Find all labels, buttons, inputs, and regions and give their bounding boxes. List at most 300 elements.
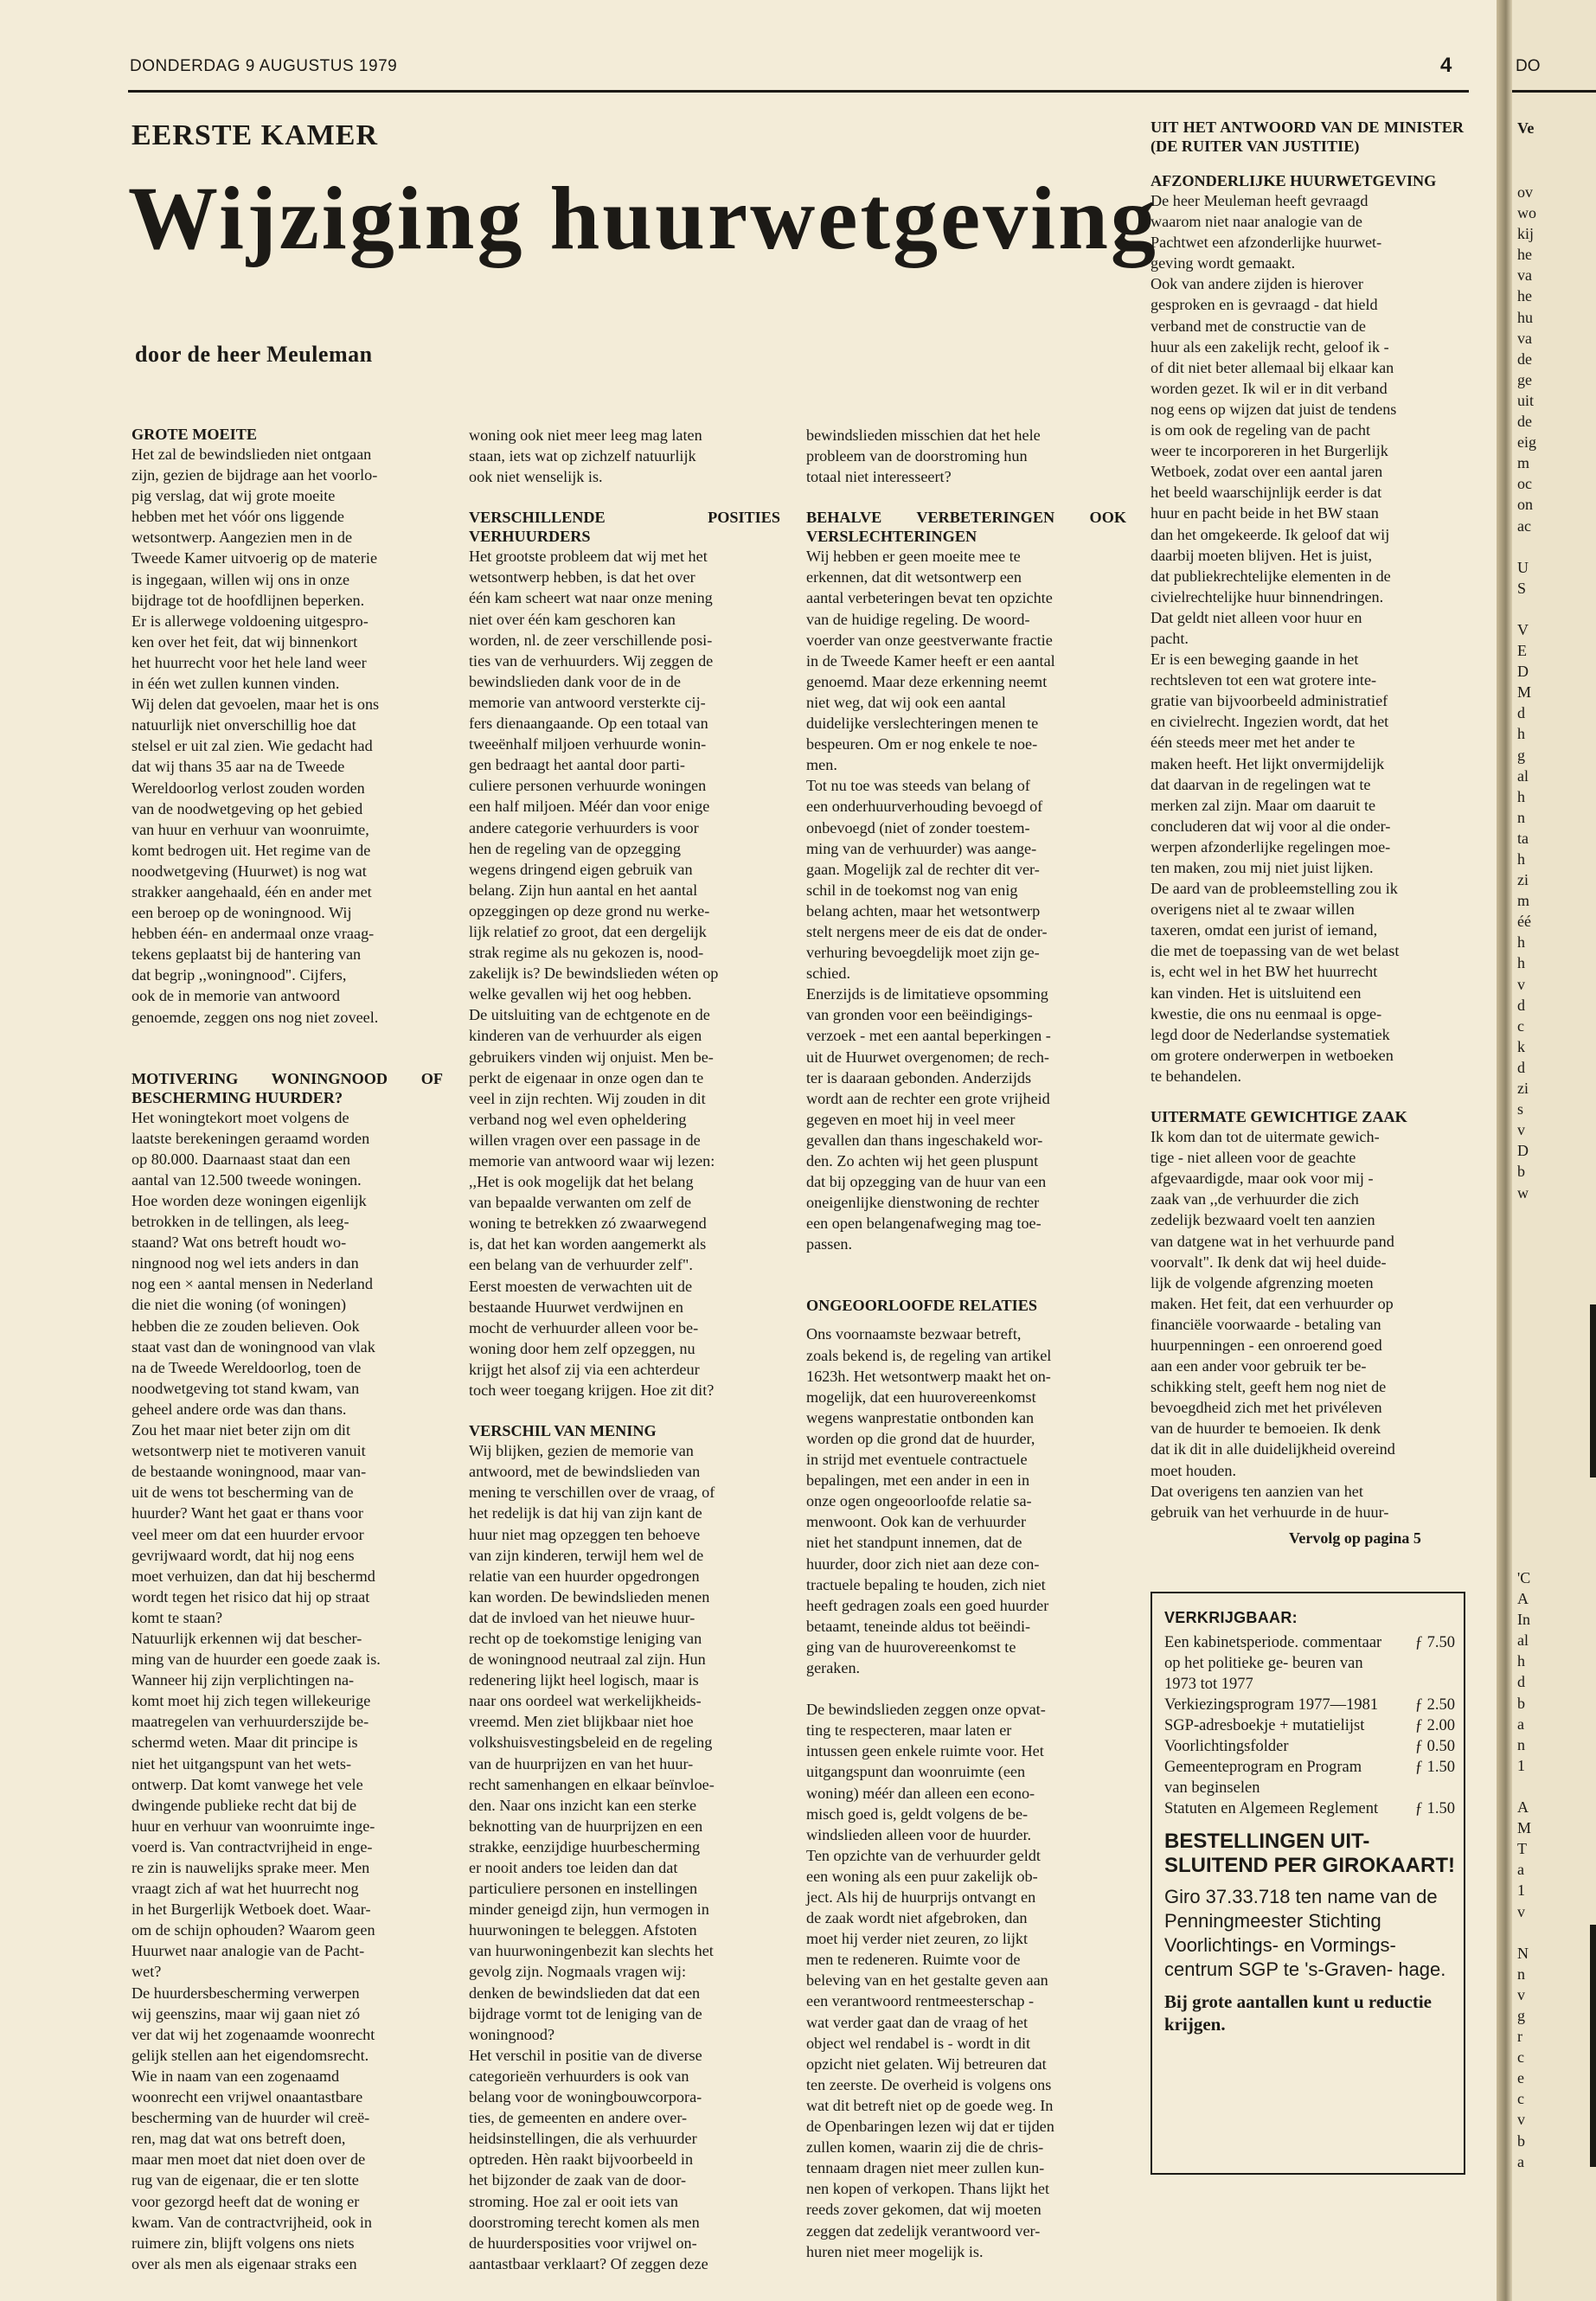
subheading-relaties: ONGEOORLOOFDE RELATIES [806, 1297, 1037, 1315]
lines-afzonderlijke [1151, 190, 1464, 1086]
text-line: men. [806, 756, 837, 774]
price-item-label: Statuten en Algemeen Reglement [1164, 1800, 1379, 1817]
text-line: ontwerp. Dat komt vanwege het vele [131, 1775, 363, 1793]
text-line: éé [1517, 913, 1531, 931]
text-line: moet hij verder niet zeuren, zo lijkt [806, 1930, 1029, 1948]
text-line: andere categorie verhuurders is voor [469, 818, 699, 836]
text-line: de [1517, 349, 1532, 368]
text-line [1517, 1776, 1531, 1797]
text-line: g [1517, 746, 1525, 764]
text-line: v [1517, 1902, 1525, 1920]
text-line: men te redeneren. Ruimte voor de [806, 1951, 1021, 1969]
text-line: wij geenszins, maar wij gaan niet zó [131, 2004, 361, 2022]
text-line: ken over het feit, dat wij binnenkort [131, 632, 358, 651]
text-line: de huurdersposities voor vrijwel on- [469, 2234, 697, 2252]
text-line: niet het standpunt innemen, dat de [806, 1534, 1022, 1552]
text-line: uit de wens tot bescherming van de [131, 1484, 354, 1502]
text-line: doorstroming terecht komen als men [469, 2213, 700, 2231]
price-item [1164, 1695, 1455, 1715]
text-line: c [1517, 2048, 1524, 2067]
lines-verschil [469, 1440, 780, 2274]
text-line: moet verhuizen, dan dat hij beschermd [131, 1567, 375, 1585]
text-line: van huurwoningenbezit kan slechts het [469, 1942, 714, 1960]
text-line: wo [1517, 204, 1536, 222]
text-line: krijgt het alsof zij via een achterdeur [469, 1360, 700, 1378]
text-line: categorieën verhuurders is ook van [469, 2067, 689, 2085]
text-line: heeft gedragen zoals een goed huurder [806, 1596, 1049, 1614]
text-line: het redelijk is dat hij van zijn kant de [469, 1504, 702, 1522]
text-line: tennaam dragen niet meer zullen kun- [806, 2159, 1045, 2177]
text-line: minder geneigd zijn, hun vermogen in [469, 1900, 709, 1919]
text-line: naar ons oordeel wat werkelijkheids- [469, 1692, 702, 1710]
text-line: stelt nergens meer de eis dat de onder- [806, 922, 1048, 940]
text-line: ren, mag dat wat ons betreft doen, [131, 2130, 346, 2148]
text-line: zullen komen, waarin zij die de chris- [806, 2138, 1044, 2157]
text-line: woning ook niet meer leeg mag laten [469, 426, 702, 444]
text-line: N [1517, 1944, 1529, 1962]
text-line: Enerzijds is de limitatieve opsomming [806, 985, 1048, 1003]
text-line: A [1517, 1590, 1529, 1608]
text-line: bevoegdheid zich met het privéleven [1151, 1399, 1382, 1417]
text-line: passen. [806, 1235, 853, 1253]
adjacent-page-rule [1512, 90, 1596, 93]
text-line: geving wordt gemaakt. [1151, 254, 1296, 272]
adjacent-page-rule-bar-lower [1590, 1925, 1596, 2167]
text-line: verband met de constructie van de [1151, 317, 1366, 335]
text-line: ting te respecteren, maar laten er [806, 1721, 1012, 1740]
text-line: fers dienaangaande. Op een totaal van [469, 715, 708, 733]
text-line: in het Burgerlijk Wetboek doet. Waar- [131, 1900, 371, 1919]
text-line: object wel rendabel is - wordt in dit [806, 2034, 1031, 2052]
text-line: zeggen dat zedelijk verantwoord ver- [806, 2221, 1041, 2240]
text-line: zi [1517, 871, 1529, 889]
lines-behalve [806, 546, 1126, 1254]
price-item-value: ƒ 1.50 [1414, 1759, 1455, 1776]
text-line: h [1517, 725, 1525, 743]
text-line: een belang van de verhuurder zelf". [469, 1256, 693, 1274]
price-item [1164, 1798, 1455, 1819]
text-line: om grotere onderwerpen in wetboeken [1151, 1046, 1394, 1064]
text-line: huur en pacht beide in het BW staan [1151, 504, 1379, 522]
text-line: mogelijk, dat een huurovereenkomst [806, 1388, 1036, 1406]
text-line: bescherming van de huurder wil creë- [131, 2109, 370, 2127]
text-line: niet weg, dat wij ook een aantal [806, 693, 1006, 711]
text-line: denken de bewindslieden dat dat een [469, 1984, 701, 2002]
text-line: het bijzonder de zaak van de door- [469, 2171, 687, 2189]
subheading-motivering: MOTIVERING WONINGNOOD OF BESCHERMING HUURDER? [131, 1069, 443, 1106]
text-line: gevolg zijn. Nogmaals vragen wij: [469, 1963, 687, 1981]
text-line: dat begrip ,,woningnood". Cijfers, [131, 966, 347, 984]
text-line: De heer Meuleman heeft gevraagd [1151, 192, 1368, 209]
text-line: ook niet wenselijk is. [469, 468, 603, 486]
text-line: merken zal zijn. Maar om daaruit te [1151, 796, 1376, 814]
text-line: kij [1517, 225, 1535, 243]
text-line: U [1517, 558, 1529, 576]
text-line: d [1517, 1058, 1525, 1076]
text-line: va [1517, 329, 1532, 347]
text-line: is, echt wel in het BW het huurrecht [1151, 963, 1378, 981]
text-line: m [1517, 892, 1530, 910]
text-line: daarbij moeten blijven. Het is juist, [1151, 546, 1373, 564]
article-column-2 [469, 425, 780, 2274]
price-item-value: ƒ 0.50 [1414, 1738, 1455, 1755]
text-line: h [1517, 850, 1525, 868]
text-line: ta [1517, 829, 1529, 847]
text-line: wetsontwerp niet te motiveren vanuit [131, 1442, 366, 1460]
text-line: van bepaalde verwanten om zelf de [469, 1194, 692, 1212]
text-line: r [1517, 2028, 1522, 2046]
text-line [1517, 536, 1536, 557]
adjacent-page-lines-lower [1517, 1567, 1531, 2172]
text-line: 'C [1517, 1569, 1531, 1586]
order-box-title: VERKRIJGBAAR: [1164, 1609, 1298, 1626]
lines-col3-intro [806, 425, 1126, 487]
text-line: s [1517, 1100, 1524, 1118]
text-line: tweeënhalf miljoen verhuurde wonin- [469, 735, 707, 753]
text-line: probleem van de doorstroming hun [806, 447, 1028, 465]
text-line: Ook van andere zijden is hierover [1151, 275, 1363, 293]
text-line: nen kopen of verkopen. Thans lijkt het [806, 2180, 1050, 2198]
text-line: onbevoegd (niet of zonder toestem- [806, 818, 1030, 836]
text-line: noodwetgeving (Huurwet) is nog wat [131, 862, 367, 880]
subheading-afzonderlijke: AFZONDERLIJKE HUURWETGEVING [1151, 172, 1437, 189]
text-line: De uitsluiting van de echtgenote en de [469, 1006, 710, 1024]
text-line: Wanneer hij zijn verplichtingen na- [131, 1671, 355, 1689]
text-line: kan worden. De bewindslieden menen [469, 1587, 710, 1606]
text-line: ging van de huurovereenkomst te [806, 1638, 1016, 1656]
price-item-label: Voorlichtingsfolder [1164, 1738, 1289, 1755]
text-line: kwam. Van de contractvrijheid, ook in [131, 2213, 372, 2231]
text-line: Zou het maar niet beter zijn om dit [131, 1421, 351, 1439]
price-item-value: ƒ 1.50 [1414, 1800, 1455, 1817]
text-line: ject. Als hij de huurprijs ontvangt en [806, 1888, 1036, 1906]
text-line: a [1517, 1861, 1524, 1879]
text-line: huur en verhuur van woonruimte inge- [131, 1817, 375, 1835]
text-line: staand? Wat ons betreft houdt wo- [131, 1234, 347, 1252]
text-line: Dat geldt niet alleen voor huur en [1151, 608, 1362, 626]
text-line: afgevaardigde, maar ook voor mij - [1151, 1170, 1374, 1188]
text-line: Eerst moesten de verwachten uit de [469, 1277, 693, 1295]
adjacent-page-kicker: Ve [1517, 119, 1535, 137]
text-line: ten maken, zou mij niet juist lijken. [1151, 859, 1374, 876]
lines-motivering [131, 1107, 443, 2274]
page-number: 4 [1440, 54, 1452, 77]
text-line: huur niet mag opzeggen ten behoeve [469, 1525, 701, 1543]
text-line: a [1517, 2152, 1524, 2170]
text-line: Er is allerwege voldoening uitgespro- [131, 612, 369, 630]
subheading-behalve: BEHALVE VERBETERINGEN OOK VERSLECHTERINGEN [806, 509, 1126, 546]
text-line: opzeggingen op deze grond nu werke- [469, 901, 710, 920]
text-line: nog eens op wijzen dat juist de tendens [1151, 400, 1397, 418]
adjacent-page-header: DO [1516, 57, 1541, 75]
text-line: eig [1517, 433, 1536, 452]
text-line: na de Tweede Wereldoorlog, toen de [131, 1358, 362, 1376]
text-line: Wereldoorlog verlost zouden worden [131, 779, 365, 797]
text-line: M [1517, 683, 1532, 702]
text-line: gevallen dan thans ingeschakeld wor- [806, 1131, 1043, 1149]
text-line: veel meer om dat een huurder ervoor [131, 1525, 364, 1543]
order-box [1151, 1592, 1465, 2175]
text-line: voor gezorgd heeft dat de woning er [131, 2192, 360, 2210]
text-line: ook de in memorie van antwoord [131, 987, 340, 1005]
text-line: natuurlijk niet onverschillig hoe dat [131, 716, 356, 734]
text-line: D [1517, 663, 1529, 681]
text-line [1517, 1922, 1531, 1943]
text-line: legd door de Nederlandse systematiek [1151, 1025, 1390, 1043]
text-line: wat dit betreft niet op de goede weg. In [806, 2096, 1054, 2114]
text-line: dan het omgekeerde. Ik geloof dat wij [1151, 525, 1390, 543]
text-line: Het verschil in positie van de diverse [469, 2046, 702, 2064]
text-line: verzoek - met een aantal beperkingen - [806, 1027, 1051, 1045]
text-line: dat bij opzegging van de huur van een [806, 1173, 1047, 1191]
text-line: n [1517, 1735, 1525, 1753]
lines-uitermate [1151, 1126, 1464, 1522]
text-line: dat daarvan in de regelingen wat te [1151, 775, 1371, 793]
subheading-uitermate: UITERMATE GEWICHTIGE ZAAK [1151, 1108, 1407, 1126]
text-line: uit de Huurwet overgenomen; de rech- [806, 1048, 1049, 1066]
price-item-value: ƒ 2.50 [1414, 1696, 1455, 1714]
header-rule [128, 90, 1469, 93]
text-line: c [1517, 1016, 1524, 1035]
text-line: verband nog wel even opheldering [469, 1110, 687, 1128]
text-line: g [1517, 2006, 1525, 2024]
price-item [1164, 1632, 1455, 1695]
text-line: worden, nl. de zeer verschillende posi- [469, 631, 713, 649]
text-line: kinderen van de verhuurder als eigen [469, 1027, 702, 1045]
text-line: ten zeerste. De overheid is volgens ons [806, 2075, 1052, 2093]
text-line: voerder van onze geestverwante fractie [806, 631, 1053, 649]
text-line: één steeds meer met het ander te [1151, 734, 1356, 752]
text-line: bijdrage tot de hoofdlijnen beperken. [131, 591, 365, 609]
text-line: woning door hem zelf opzeggen, nu [469, 1339, 695, 1357]
text-line: werpen afzonderlijke regelingen moe- [1151, 837, 1391, 856]
text-line: gebruikers vinden wij onjuist. Men be- [469, 1048, 714, 1066]
text-line: is om ook de regeling van de pacht [1151, 421, 1371, 439]
text-line: d [1517, 704, 1525, 722]
text-line: redenering lijkt heel logisch, maar is [469, 1671, 699, 1689]
text-line: bewindslieden misschien dat het hele [806, 426, 1041, 444]
text-line: T [1517, 1840, 1527, 1858]
text-line: aantal verbeteringen bevat ten opzichte [806, 589, 1053, 607]
text-line: stroming. Hoe zal er ooit iets van [469, 2192, 678, 2210]
text-line: gelijk stellen aan het eigendomsrecht. [131, 2046, 369, 2064]
text-line: erkennen, dat dit wetsontwerp een [806, 568, 1022, 586]
section-kicker: EERSTE KAMER [131, 119, 378, 151]
text-line: van de huurder te bemoeien. Ik denk [1151, 1420, 1381, 1438]
price-item-label: Een kabinetsperiode. commentaar op het politieke ge- beuren van 1973 tot 1977 [1164, 1634, 1382, 1693]
text-line: hebben die ze zouden believen. Ook [131, 1317, 360, 1335]
text-line: over als men als eigenaar straks een [131, 2254, 357, 2272]
order-box-items [1164, 1632, 1455, 1819]
text-line: die met de toepassing van de wet belast [1151, 942, 1400, 960]
text-line: een open belangenafweging mag toe- [806, 1215, 1042, 1233]
text-line: de Openbaringen lezen wij dat er tijden [806, 2118, 1054, 2136]
text-line: zi [1517, 1080, 1529, 1098]
text-line: pacht. [1151, 629, 1189, 647]
text-line: staan, iets wat op zichzelf natuurlijk [469, 447, 696, 465]
text-line: d [1517, 1673, 1525, 1691]
text-line: in één wet zullen kunnen vinden. [131, 675, 340, 693]
text-line: een woning als een puur zakelijk ob- [806, 1867, 1038, 1885]
text-line: ming van de verhuurder) was aange- [806, 839, 1037, 857]
text-line: n [1517, 808, 1525, 826]
text-line: nog een × aantal mensen in Nederland [131, 1275, 373, 1293]
text-line: tractuele bepaling te houden, zich niet [806, 1575, 1046, 1593]
text-line: komt te staan? [131, 1608, 223, 1626]
text-line: zaak van ,,de verhuurder die zich [1151, 1190, 1359, 1208]
price-item-value: ƒ 2.00 [1414, 1717, 1455, 1734]
text-line: 1 [1517, 1756, 1525, 1774]
text-line: Ten opzichte van de verhuurder geldt [806, 1846, 1041, 1864]
price-item [1164, 1736, 1455, 1757]
text-line: In [1517, 1611, 1530, 1629]
text-line: van de noodwetgeving op het gebied [131, 799, 363, 817]
text-line [806, 1678, 1126, 1699]
text-line: woonrecht een vrijwel onaantastbare [131, 2088, 363, 2106]
article-headline: Wijziging huurwetgeving [128, 169, 1158, 268]
text-line: van de huidige regeling. De woord- [806, 610, 1030, 628]
text-line: Hoe worden deze woningen eigenlijk [131, 1192, 367, 1209]
text-line: van zijn kinderen, terwijl hem wel de [469, 1546, 704, 1564]
text-line: willen vragen over een passage in de [469, 1131, 701, 1149]
text-line: intussen geen enkele ruimte voor. Het [806, 1742, 1044, 1760]
text-line: kan vinden. Het is uitsluitend een [1151, 984, 1362, 1002]
text-line: dat ik dit in alle duidelijkheid overeind [1151, 1440, 1395, 1458]
text-line: een beroep op de woningnood. Wij [131, 904, 352, 922]
text-line: e [1517, 2069, 1524, 2087]
subheading-verschil: VERSCHIL VAN MENING [469, 1422, 657, 1440]
text-line: c [1517, 2090, 1524, 2108]
text-line: Wetboek, zodat over een aantal jaren [1151, 463, 1383, 481]
text-line: bepalingen, met een ander in een in [806, 1471, 1030, 1490]
text-line: volkshuisvestingsbeleid en de regeling [469, 1734, 713, 1752]
text-line: belang achten, maar het wetsontwerp [806, 901, 1041, 920]
text-line: Dat overigens ten aanzien van het [1151, 1482, 1363, 1500]
text-line: maar men moet dat niet doen over de [131, 2150, 366, 2169]
text-line: perkt de eigenaar in onze ogen dan te [469, 1068, 704, 1086]
text-line: h [1517, 933, 1525, 952]
text-line: al [1517, 1631, 1529, 1650]
text-line: de zaak wordt niet afgebroken, dan [806, 1909, 1028, 1927]
text-line: komt moet hij zich tegen willekeurige [131, 1692, 371, 1710]
text-line: concluderen dat wij voor al die onder- [1151, 817, 1391, 835]
page-fold-gutter [1497, 0, 1512, 2301]
text-line: rechtsleven tot een wat grotere inte- [1151, 671, 1377, 689]
text-line: op 80.000. Daarnaast staat dan een [131, 1150, 351, 1168]
subheading-grote-moeite: GROTE MOEITE [131, 426, 258, 443]
text-line: uit [1517, 391, 1535, 409]
text-line: gesproken en is gevraagd - dat hield [1151, 296, 1378, 314]
text-line: vreemd. Men ziet blijkbaar niet hoe [469, 1713, 694, 1731]
text-line: dwingende publieke recht dat bij de [131, 1796, 357, 1814]
adjacent-page-fragment [1512, 0, 1596, 2301]
text-line: optreden. Hèn raakt bijvoorbeeld in [469, 2150, 694, 2169]
text-line: er nooit anders toe leiden dan dat [469, 1859, 678, 1876]
text-line: bewindslieden dank voor de in de [469, 672, 681, 690]
order-method-note: BESTELLINGEN UIT- SLUITEND PER GIROKAART! [1164, 1830, 1455, 1877]
subheading-antwoord: UIT HET ANTWOORD VAN DE MINISTER (DE RUITER VAN JUSTITIE) [1151, 119, 1464, 155]
text-line: worden gezet. Ik wil er in dit verband [1151, 379, 1388, 397]
text-line: recht samenhangen en elkaar beïnvloe- [469, 1775, 715, 1793]
text-line: pig verslag, dat wij grote moeite [131, 487, 336, 505]
text-line: ,,Het is ook mogelijk dat het belang [469, 1173, 694, 1191]
text-line: Wij delen dat gevoelen, maar het is ons [131, 695, 380, 714]
text-line: memorie van antwoord versterkte cij- [469, 693, 706, 711]
text-line: 1623h. Het wetsontwerp maakt het on- [806, 1367, 1051, 1385]
text-line: n [1517, 1965, 1525, 1983]
text-line: ruimere zin, blijft volgens ons niets [131, 2234, 355, 2252]
text-line: die niet die woning (of woningen) [131, 1296, 347, 1314]
text-line: de bestaande woningnood, maar van- [131, 1463, 367, 1481]
lines-col2-intro [469, 425, 780, 487]
text-line: mocht de verhuurder alleen voor be- [469, 1318, 699, 1336]
text-line: is ingegaan, willen wij ons in onze [131, 570, 350, 588]
text-line: D [1517, 1142, 1529, 1160]
text-line: te behandelen. [1151, 1067, 1242, 1085]
text-line: schil in de toekomst nog van enig [806, 881, 1018, 899]
text-line: gaan. Mogelijk zal de rechter dit ver- [806, 860, 1040, 878]
text-line: A [1517, 1798, 1529, 1817]
text-line: totaal niet interesseert? [806, 468, 952, 486]
text-line: v [1517, 975, 1525, 993]
text-line: gratie van bijvoorbeeld administratief [1151, 692, 1388, 710]
text-line: wat verder gaat dan de vraag of het [806, 2013, 1029, 2031]
text-line: Wie in naam van een zogenaamd [131, 2067, 340, 2085]
text-line: wegens dringend eigen gebruik van [469, 860, 693, 878]
text-line: Natuurlijk erkennen wij dat bescher- [131, 1629, 362, 1647]
text-line: waarom niet naar analogie van de [1151, 213, 1362, 231]
text-line: lijk de volgende afgrenzing moeten [1151, 1273, 1374, 1292]
text-line: wordt aan de rechter een grote vrijheid [806, 1089, 1050, 1107]
adjacent-page-rule-bar [1590, 1304, 1596, 1477]
text-line: oneigenlijke dienstwoning de rechter [806, 1194, 1040, 1212]
text-line: gevrijwaard wordt, dat hij nog eens [131, 1546, 355, 1564]
lines-relaties [806, 1324, 1126, 2261]
text-line: huurpenningen - een onroerend goed [1151, 1336, 1382, 1354]
text-line: civielrechtelijke huur binnendringen. [1151, 587, 1384, 606]
text-line: de woningnood neutraal zal zijn. Hun [469, 1650, 706, 1669]
text-line: van gronden voor een beëindigings- [806, 1006, 1033, 1024]
text-line: het huurrecht voor het hele land weer [131, 653, 367, 671]
article-column-4 [1151, 118, 1464, 1522]
text-line: Wij hebben er geen moeite mee te [806, 548, 1021, 566]
text-line: va [1517, 266, 1532, 285]
text-line: h [1517, 787, 1525, 805]
text-line: maken. Het feit, dat een verhuurder op [1151, 1294, 1394, 1312]
text-line: rug van de eigenaar, die er ten slotte [131, 2171, 359, 2189]
text-line: den. Naar ons inzicht kan een sterke [469, 1796, 697, 1814]
text-line: wordt tegen het risico dat hij op straat [131, 1587, 370, 1606]
text-line: h [1517, 954, 1525, 972]
text-line: niet het uitgangspunt van het wets- [131, 1754, 352, 1772]
text-line: w [1517, 1183, 1529, 1202]
text-line: zijn, gezien de bijdrage aan het voorlo- [131, 466, 378, 484]
text-line: voorvalt". Ik denk dat wij heel duide- [1151, 1253, 1387, 1271]
text-line: bijdrage vormt tot de leniging van de [469, 2004, 702, 2022]
text-line: re zin is nauwelijks sprake meer. Men [131, 1859, 370, 1876]
text-line: b [1517, 2131, 1525, 2150]
lines-grote-moeite [131, 444, 443, 1028]
text-line: hen de regeling van de opzegging [469, 839, 681, 857]
text-line: Wij blijken, gezien de memorie van [469, 1442, 694, 1460]
lines-posities [469, 546, 780, 1400]
text-line: Ons voornaamste bezwaar betreft, [806, 1325, 1022, 1343]
text-line: schikking stelt, geeft hem nog niet de [1151, 1378, 1387, 1396]
text-line: ge [1517, 370, 1532, 388]
text-line: lijk relatief zo groot, dat een dergelijk [469, 922, 707, 940]
text-line: recht op de toekomstige leniging van [469, 1629, 702, 1647]
text-line: voerd is. Van contractvrijheid in enge- [131, 1837, 373, 1856]
